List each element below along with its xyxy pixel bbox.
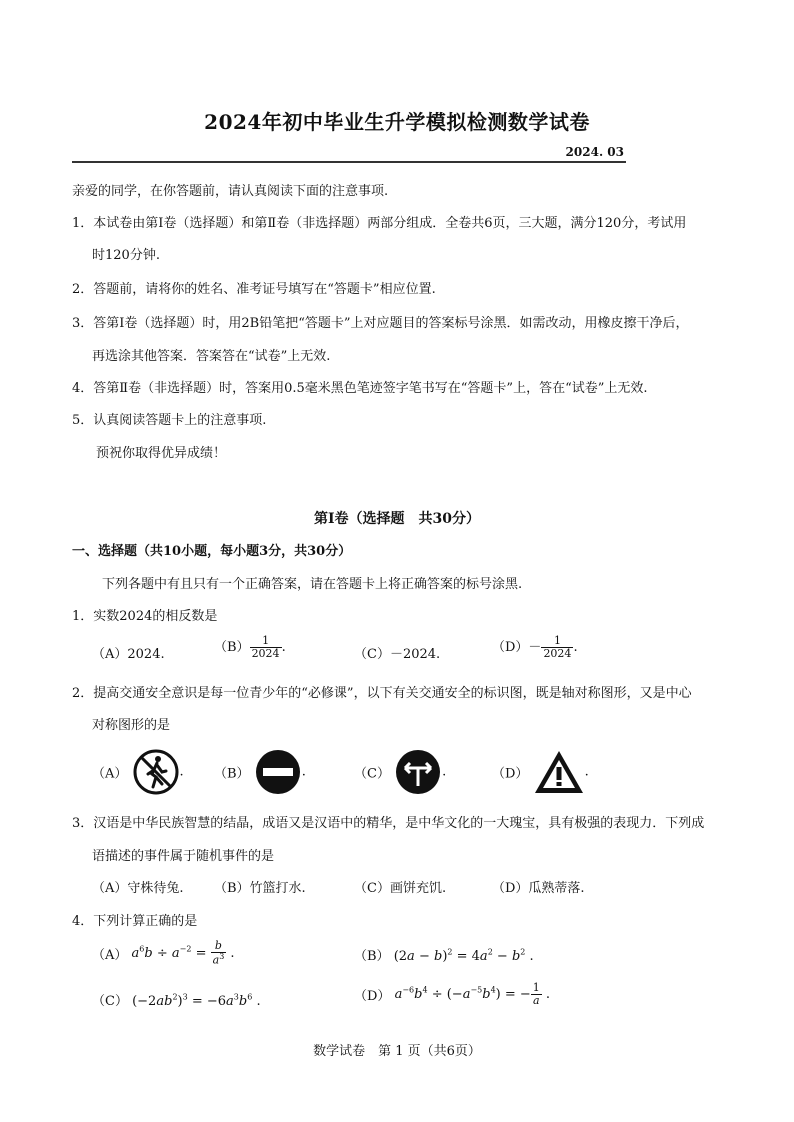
- q1-b-denominator: 2024: [251, 647, 280, 661]
- q1-option-b: [214, 635, 286, 660]
- q2-stem-2: 对称图形的是: [92, 718, 171, 733]
- q1-option-d-fraction: [541, 635, 573, 660]
- q2-a-dot: .: [179, 764, 184, 780]
- q4-option-d-label: （D）: [354, 989, 391, 1005]
- q4-option-a-formula: $a^6b \div a^{-2}$ = $\frac{b}{a^3}$ .: [131, 939, 235, 967]
- notice-wish: 预祝你取得优异成绩！: [96, 446, 227, 461]
- part-instruction: 下列各题中有且只有一个正确答案，请在答题卡上将正确答案的标号涂黑.: [102, 577, 523, 592]
- q4-option-d: [354, 982, 550, 1007]
- q4-option-a: [92, 940, 235, 967]
- notice-item-5: 5．认真阅读答题卡上的注意事项.: [72, 413, 267, 428]
- notice-item-2: 2．答题前，请将你的姓名、准考证号填写在“答题卡”相应位置.: [72, 282, 436, 297]
- q2-option-c-label: （C）: [354, 766, 390, 782]
- q1-stem: 1．实数2024的相反数是: [72, 609, 218, 624]
- q2-c-dot: .: [442, 764, 447, 780]
- q4-option-c-label: （C）: [92, 994, 128, 1009]
- notice-intro: 亲爱的同学，在你答题前，请认真阅读下面的注意事项.: [72, 184, 389, 199]
- section-title: 第Ⅰ卷（选择题 共30分）: [313, 511, 481, 527]
- q1-b-numerator: 1: [250, 635, 282, 648]
- notice-item-3-cont: 再选涂其他答案．答案答在“试卷”上无效.: [92, 349, 331, 364]
- q1-option-d-label: （D）－: [492, 640, 542, 656]
- q2-d-dot: .: [584, 764, 589, 780]
- q4-option-c-formula: $(-2ab^2)^3 = -6a^3b^6$ .: [132, 992, 261, 1009]
- page-footer: 数学试卷 第 1 页（共6页）: [313, 1044, 481, 1059]
- q1-b-dot: .: [281, 640, 286, 656]
- q4-option-b-label: （B）: [354, 949, 390, 964]
- q4-option-b-formula: $(2a - b)^2 = 4a^2 - b^2$ .: [393, 947, 534, 964]
- q1-option-c: （C）－2024.: [354, 647, 441, 662]
- q4-option-b: [354, 945, 534, 964]
- part-title: 一、选择题（共10小题，每小题3分，共30分）: [72, 544, 352, 559]
- q3-option-b: （B）竹篮打水.: [214, 881, 306, 896]
- q2-option-a-label: （A）: [92, 766, 128, 782]
- q1-d-dot: .: [573, 640, 578, 656]
- header-rule: [72, 161, 626, 163]
- notice-item-4: 4．答第Ⅱ卷（非选择题）时，答案用0.5毫米黑色笔迹签字笔书写在“答题卡”上，答在“试卷”上无效.: [72, 381, 648, 396]
- q3-option-a: （A）守株待兔.: [92, 881, 184, 896]
- notice-item-3: 3．答第Ⅰ卷（选择题）时，用2B铅笔把“答题卡”上对应题目的答案标号涂黑．如需改动，用橡皮擦干净后，: [72, 316, 689, 331]
- q3-stem-1: 3．汉语是中华民族智慧的结晶，成语又是汉语中的精华，是中华文化的一大瑰宝，具有极强的表现力．下列成: [72, 816, 705, 831]
- q4-option-d-formula: $a^{-6}b^4 \div (-a^{-5}b^4)$ = − $\frac{1}{a}$ .: [394, 981, 551, 1008]
- q4-option-a-label: （A）: [92, 947, 128, 963]
- q2-b-dot: .: [301, 764, 306, 780]
- notice-item-1-cont: 时120分钟.: [92, 248, 160, 263]
- no-pedestrian-sign-icon: [132, 748, 180, 796]
- q1-d-denominator: 2024: [543, 647, 572, 661]
- no-entry-sign-icon: [254, 748, 302, 796]
- q2-option-d-label: （D）: [492, 766, 529, 782]
- q4-stem: 4．下列计算正确的是: [72, 914, 198, 929]
- q1-option-b-fraction: [250, 635, 282, 660]
- q4-option-c: [92, 990, 261, 1009]
- q1-d-numerator: 1: [541, 635, 573, 648]
- warning-triangle-sign-icon: [533, 748, 585, 796]
- q2-option-c: [354, 748, 446, 796]
- q2-option-a: [92, 748, 184, 796]
- turn-left-right-sign-icon: [394, 748, 442, 796]
- q3-option-d: （D）瓜熟蒂落.: [492, 881, 585, 896]
- q2-stem-1: 2．提高交通安全意识是每一位青少年的“必修课”，以下有关交通安全的标识图，既是轴对称图形，又是中心: [72, 686, 692, 701]
- page-title: 2024年初中毕业生升学模拟检测数学试卷: [204, 110, 590, 134]
- q1-option-a: （A）2024.: [92, 647, 165, 662]
- q1-option-d: [492, 635, 578, 660]
- q2-option-b: [214, 748, 306, 796]
- q3-stem-2: 语描述的事件属于随机事件的是: [92, 849, 275, 864]
- q3-option-c: （C）画饼充饥.: [354, 881, 447, 896]
- q1-option-b-label: （B）: [214, 640, 250, 656]
- exam-date: 2024. 03: [565, 145, 624, 159]
- notice-item-1: 1．本试卷由第Ⅰ卷（选择题）和第Ⅱ卷（非选择题）两部分组成．全卷共6页，三大题，满分120分，考试用: [72, 216, 687, 231]
- q2-option-d: [492, 748, 589, 796]
- q2-option-b-label: （B）: [214, 766, 250, 782]
